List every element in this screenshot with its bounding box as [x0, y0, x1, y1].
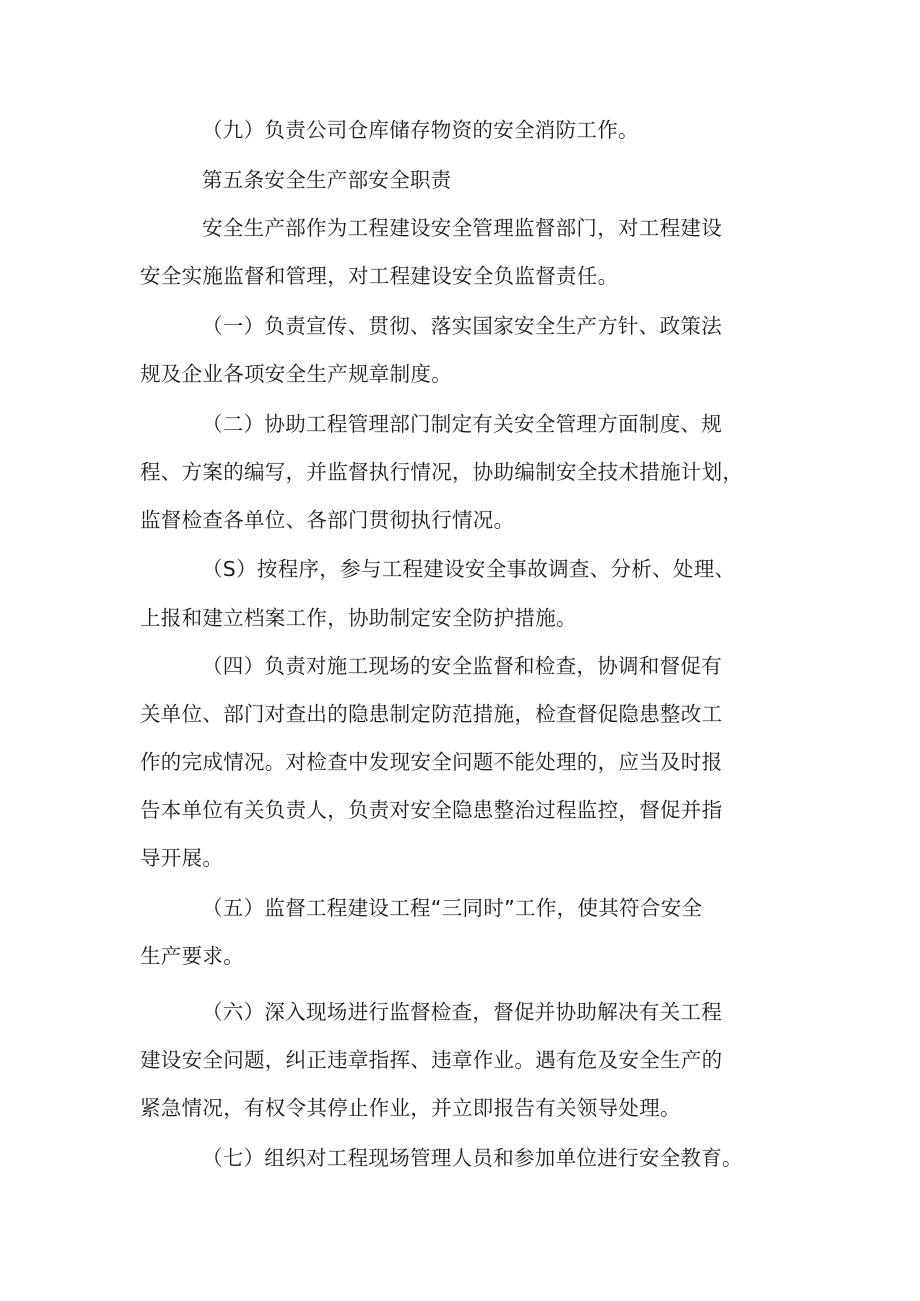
- paragraph-line: （S）按程序，参与工程建设安全事故调查、分析、处理、: [202, 557, 736, 581]
- paragraph-line: 程、方案的编写，并监督执行情况，协助编制安全技术措施计划，: [140, 460, 744, 484]
- paragraph-line: 生产要求。: [140, 944, 244, 968]
- paragraph-line: （五）监督工程建设工程“三同时”工作，使其符合安全: [202, 896, 703, 920]
- paragraph-line: 安全生产部作为工程建设安全管理监督部门，对工程建设: [202, 216, 722, 240]
- paragraph-line: 安全实施监督和管理，对工程建设安全负监督责任。: [140, 264, 619, 288]
- paragraph-line: （四）负责对施工现场的安全监督和检查，协调和督促有: [202, 654, 722, 678]
- paragraph-line: 告本单位有关负责人，负责对安全隐患整治过程监控，督促并指: [140, 798, 723, 822]
- paragraph-line: 导开展。: [140, 846, 224, 870]
- paragraph-line: 紧急情况，有权令其停止作业，并立即报告有关领导处理。: [140, 1096, 681, 1120]
- section-heading: 第五条安全生产部安全职责: [202, 168, 452, 192]
- paragraph-line: （九）负责公司仓库储存物资的安全消防工作。: [202, 118, 639, 142]
- paragraph-line: （七）组织对工程现场管理人员和参加单位进行安全教育。: [202, 1146, 743, 1170]
- paragraph-line: 作的完成情况。对检查中发现安全问题不能处理的，应当及时报: [140, 750, 723, 774]
- paragraph-line: 规及企业各项安全生产规章制度。: [140, 362, 452, 386]
- paragraph-line: 监督检查各单位、各部门贯彻执行情况。: [140, 508, 515, 532]
- paragraph-line: 上报和建立档案工作，协助制定安全防护措施。: [140, 606, 577, 630]
- paragraph-line: （六）深入现场进行监督检查，督促并协助解决有关工程: [202, 1000, 722, 1024]
- paragraph-line: 关单位、部门对查出的隐患制定防范措施，检查督促隐患整改工: [140, 702, 723, 726]
- paragraph-line: 建设安全问题，纠正违章指挥、违章作业。遇有危及安全生产的: [140, 1048, 723, 1072]
- paragraph-line: （一）负责宣传、贯彻、落实国家安全生产方针、政策法: [202, 314, 722, 338]
- paragraph-line: （二）协助工程管理部门制定有关安全管理方面制度、规: [202, 412, 722, 436]
